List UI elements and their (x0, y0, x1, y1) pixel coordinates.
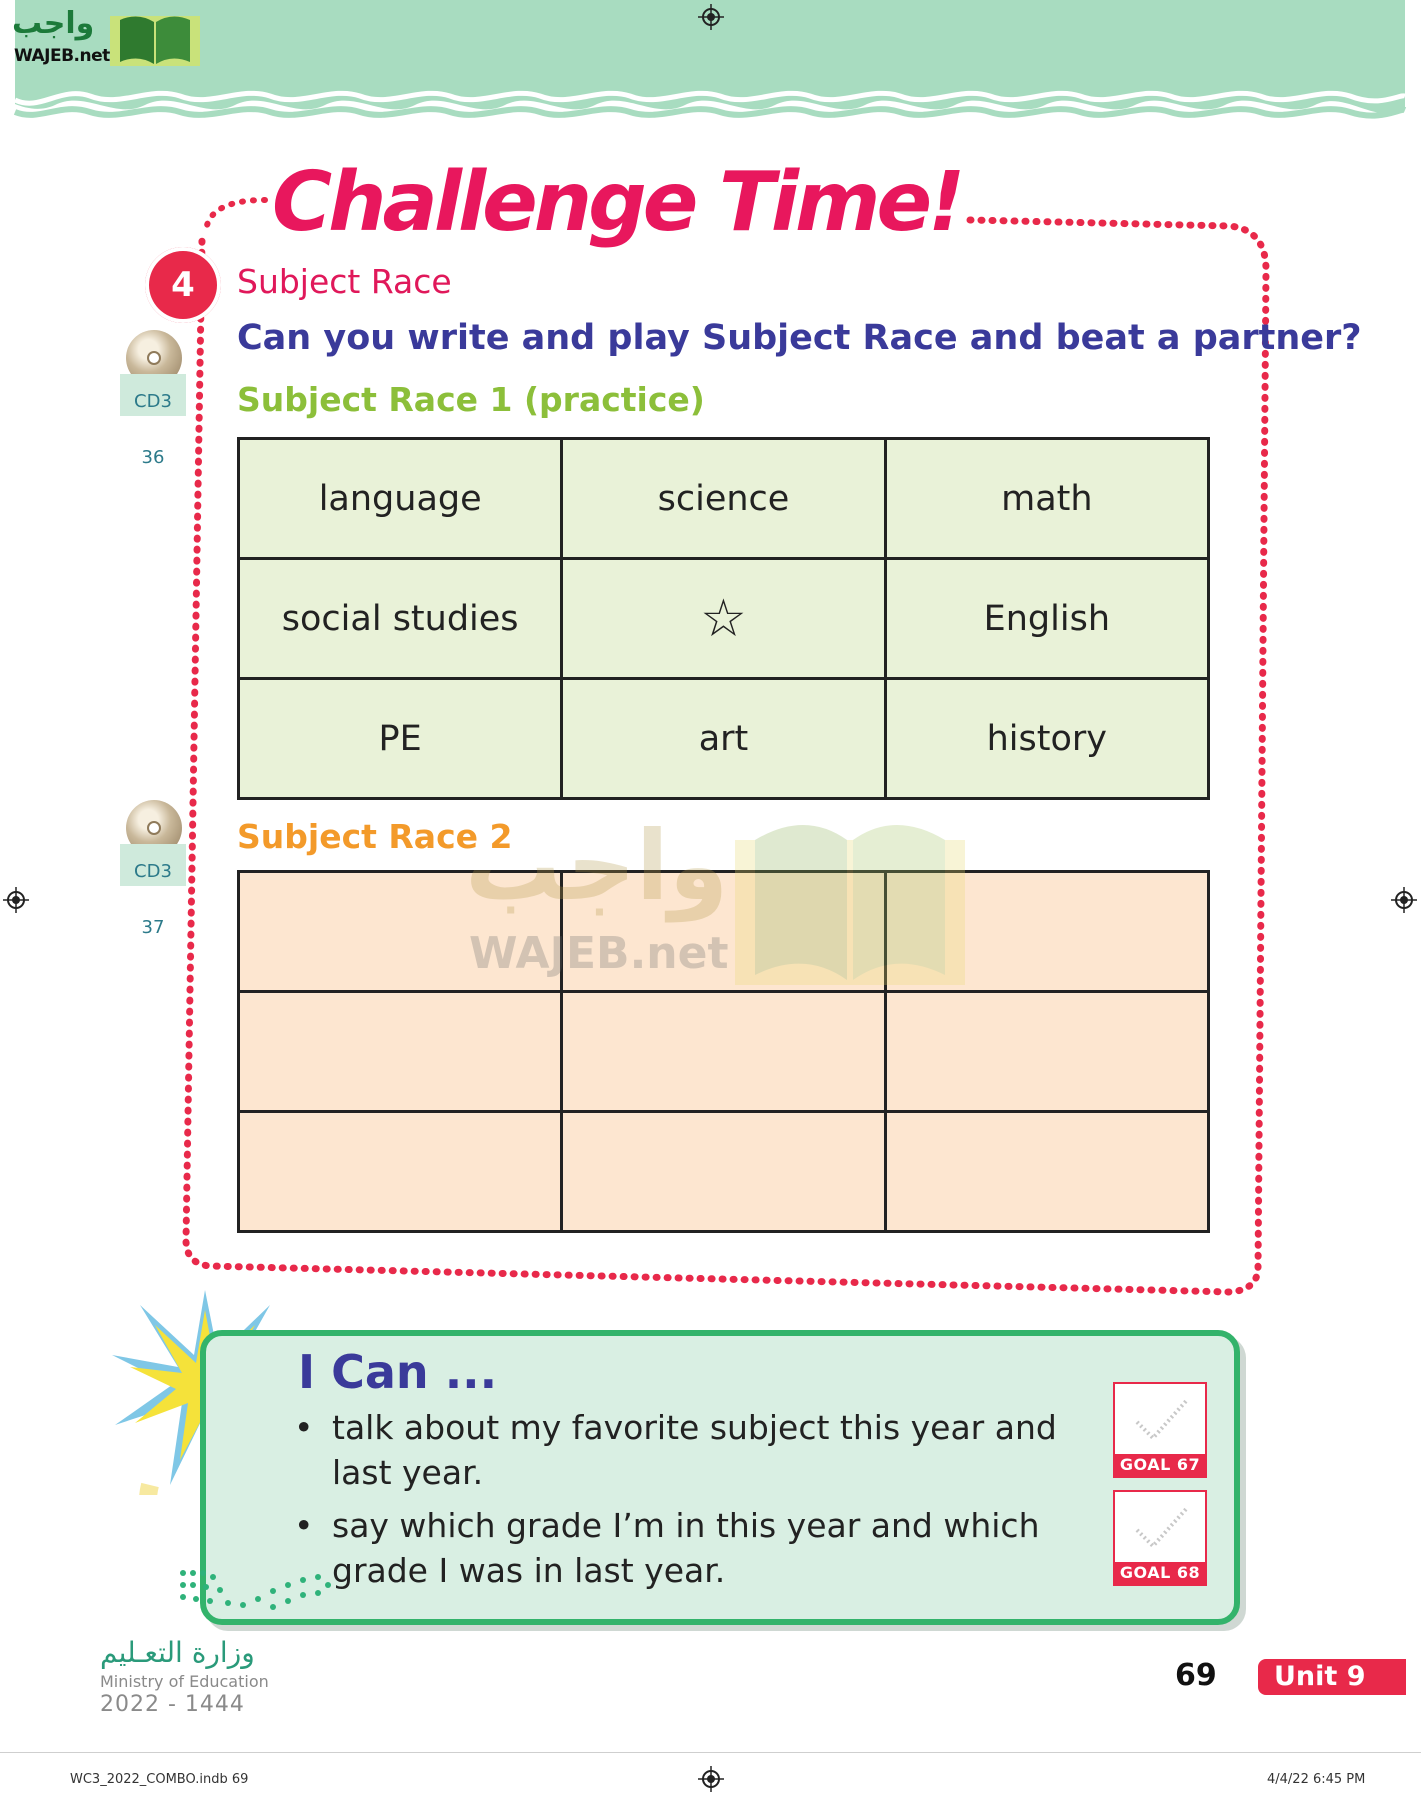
i-can-bullet: • talk about my favorite subject this year and last year. (300, 1405, 1070, 1495)
goal-label: GOAL 67 (1115, 1454, 1205, 1476)
watermark-domain: WAJEB.net (469, 928, 729, 979)
race2-label: Subject Race 2 (237, 817, 513, 856)
race1-label: Subject Race 1 (practice) (237, 380, 705, 419)
empty-grid-cell[interactable] (239, 872, 562, 992)
checkmark-icon (1133, 1502, 1191, 1552)
registration-mark-icon (698, 4, 724, 30)
dots-decoration (178, 1565, 338, 1615)
empty-grid-cell[interactable] (239, 992, 562, 1112)
table-row (239, 679, 1209, 799)
i-can-bullet: • say which grade I’m in this year and which grade I was in last year. (300, 1503, 1070, 1593)
grid-cell: history (885, 679, 1208, 799)
cd-track-label: CD3 36 (120, 374, 186, 416)
empty-grid-cell[interactable] (562, 872, 885, 992)
activity-question: Can you write and play Subject Race and beat a partner? (237, 318, 1362, 358)
i-can-bullet-text: say which grade I’m in this year and which grade I was in last year. (332, 1506, 1040, 1590)
empty-grid-cell[interactable] (885, 992, 1208, 1112)
print-date-slug: 4/4/22 6:45 PM (1267, 1772, 1366, 1787)
grid-cell: English (885, 559, 1208, 679)
grid-cell: social studies (239, 559, 562, 679)
subject-race-1-grid (237, 437, 1210, 800)
page-number: 69 (1175, 1658, 1217, 1693)
print-slug-divider (0, 1752, 1421, 1753)
registration-mark-icon (3, 887, 29, 913)
checkmark-icon (1133, 1394, 1191, 1444)
logo-arabic-text: واجب (12, 6, 95, 41)
empty-grid-cell[interactable] (239, 1112, 562, 1232)
print-file-slug: WC3_2022_COMBO.indb 69 (70, 1772, 249, 1787)
i-can-bullet-text: talk about my favorite subject this year and last year. (332, 1408, 1057, 1492)
activity-title: Subject Race (237, 262, 452, 301)
table-row (239, 872, 1209, 992)
grid-cell: math (885, 439, 1208, 559)
goal-label: GOAL 68 (1115, 1562, 1205, 1584)
grid-cell: art (562, 679, 885, 799)
logo-domain-text: WAJEB.net (14, 46, 110, 66)
grid-cell: language (239, 439, 562, 559)
ministry-english: Ministry of Education (100, 1672, 269, 1691)
registration-mark-icon (1391, 887, 1417, 913)
goal-67-checkbox[interactable] (1113, 1382, 1207, 1478)
watermark-arabic: واجب (465, 810, 729, 922)
subject-race-2-grid (237, 870, 1210, 1233)
registration-mark-icon (698, 1766, 724, 1792)
audio-cd-track-37[interactable] (120, 800, 186, 938)
empty-grid-cell[interactable] (562, 992, 885, 1112)
ministry-arabic: وزارة التعـليم (100, 1636, 255, 1669)
goal-68-checkbox[interactable] (1113, 1490, 1207, 1586)
table-row (239, 439, 1209, 559)
unit-label: Unit 9 (1274, 1661, 1366, 1692)
cd-track-label: CD3 37 (120, 844, 186, 886)
ministry-year: 2022 - 1444 (100, 1692, 245, 1717)
activity-number-badge (145, 247, 221, 323)
unit-tag (1258, 1659, 1406, 1695)
grid-cell: science (562, 439, 885, 559)
empty-grid-cell[interactable] (885, 872, 1208, 992)
table-row (239, 992, 1209, 1112)
star-cell: ☆ (562, 559, 885, 679)
grid-cell: PE (239, 679, 562, 799)
empty-grid-cell[interactable] (885, 1112, 1208, 1232)
table-row (239, 1112, 1209, 1232)
audio-cd-track-36[interactable] (120, 330, 186, 468)
i-can-title: I Can ... (298, 1345, 498, 1399)
empty-grid-cell[interactable] (562, 1112, 885, 1232)
activity-number: 4 (171, 265, 195, 305)
book-icon (110, 8, 200, 68)
wajeb-logo[interactable] (12, 6, 192, 68)
table-row (239, 559, 1209, 679)
page-title: Challenge Time! (272, 155, 962, 250)
